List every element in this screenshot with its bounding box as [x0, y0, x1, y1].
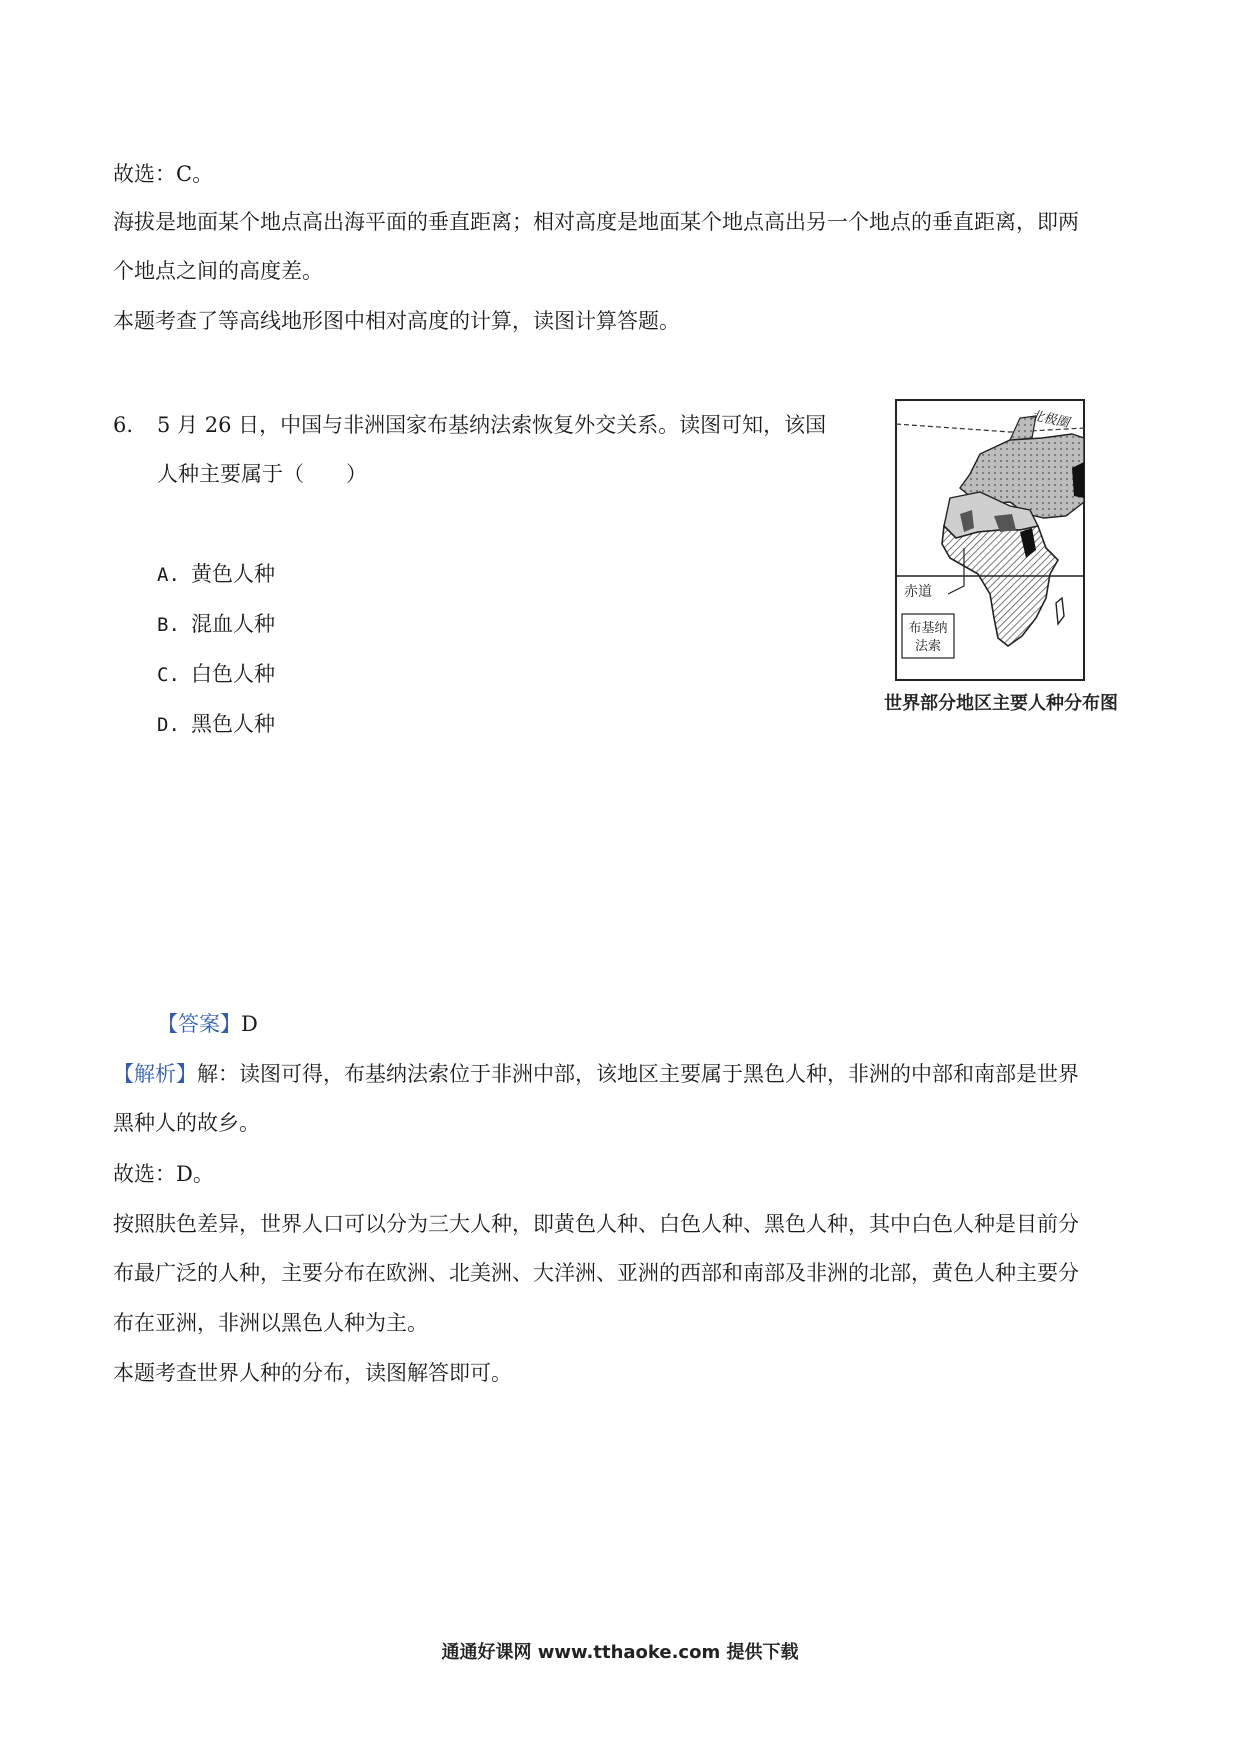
analysis-line-1	[113, 1059, 1079, 1089]
prev-choice-line: 故选：C。	[113, 162, 214, 186]
answer-line	[157, 1009, 258, 1039]
prev-summary: 本题考查了等高线地形图中相对高度的计算，读图计算答题。	[113, 309, 680, 333]
prev-explain-line-1: 海拔是地面某个地点高出海平面的垂直距离；相对高度是地面某个地点高出另一个地点的垂直距离，即两	[113, 210, 1079, 234]
question-stem-line-2: 人种主要属于（ ）	[157, 462, 367, 486]
arctic-circle-label: 北极圈	[1029, 408, 1071, 432]
option-letter: C.	[157, 664, 180, 686]
race-distribution-map	[860, 398, 1142, 688]
asia-edge-region	[1072, 462, 1084, 498]
option-letter: B.	[157, 614, 180, 636]
option-text: 白色人种	[191, 662, 275, 686]
analysis-tag: 【解析】	[113, 1062, 197, 1086]
option-b	[157, 609, 275, 640]
answer-tag: 【答案】	[157, 1012, 241, 1036]
question-stem-line-1: 5 月 26 日，中国与非洲国家布基纳法索恢复外交关系。读图可知，该国	[157, 413, 827, 437]
figure-caption: 世界部分地区主要人种分布图	[884, 693, 1118, 714]
prev-explain-line-2: 个地点之间的高度差。	[113, 259, 323, 283]
answer-value: D	[241, 1012, 258, 1036]
option-d	[157, 709, 275, 740]
analysis-choice-line: 故选：D。	[113, 1162, 214, 1186]
country-label-line-2: 法索	[914, 639, 942, 654]
option-text: 混血人种	[191, 612, 275, 636]
analysis-summary: 本题考查世界人种的分布，读图解答即可。	[113, 1361, 512, 1385]
option-letter: A.	[157, 564, 180, 586]
question-number: 6.	[113, 413, 134, 437]
equator-label: 赤道	[904, 584, 932, 600]
analysis-para-line-3: 布在亚洲，非洲以黑色人种为主。	[113, 1311, 428, 1335]
option-text: 黄色人种	[191, 562, 275, 586]
analysis-para-line-2: 布最广泛的人种，主要分布在欧洲、北美洲、大洋洲、亚洲的西部和南部及非洲的北部，黄色人种主要分	[113, 1261, 1079, 1285]
option-c	[157, 659, 275, 690]
option-letter: D.	[157, 714, 180, 736]
analysis-para-line-1: 按照肤色差异，世界人口可以分为三大人种，即黄色人种、白色人种、黑色人种，其中白色人种是目前分	[113, 1212, 1079, 1236]
footer-source: 通通好课网 www.tthaoke.com 提供下载	[441, 1642, 799, 1663]
country-label-line-1: 布基纳	[908, 621, 948, 636]
option-a	[157, 559, 275, 590]
option-text: 黑色人种	[191, 712, 275, 736]
analysis-text-1: 解：读图可得，布基纳法索位于非洲中部，该地区主要属于黑色人种，非洲的中部和南部是世界	[197, 1062, 1079, 1086]
analysis-line-2: 黑种人的故乡。	[113, 1111, 260, 1135]
race-distribution-map-figure	[860, 398, 1142, 728]
